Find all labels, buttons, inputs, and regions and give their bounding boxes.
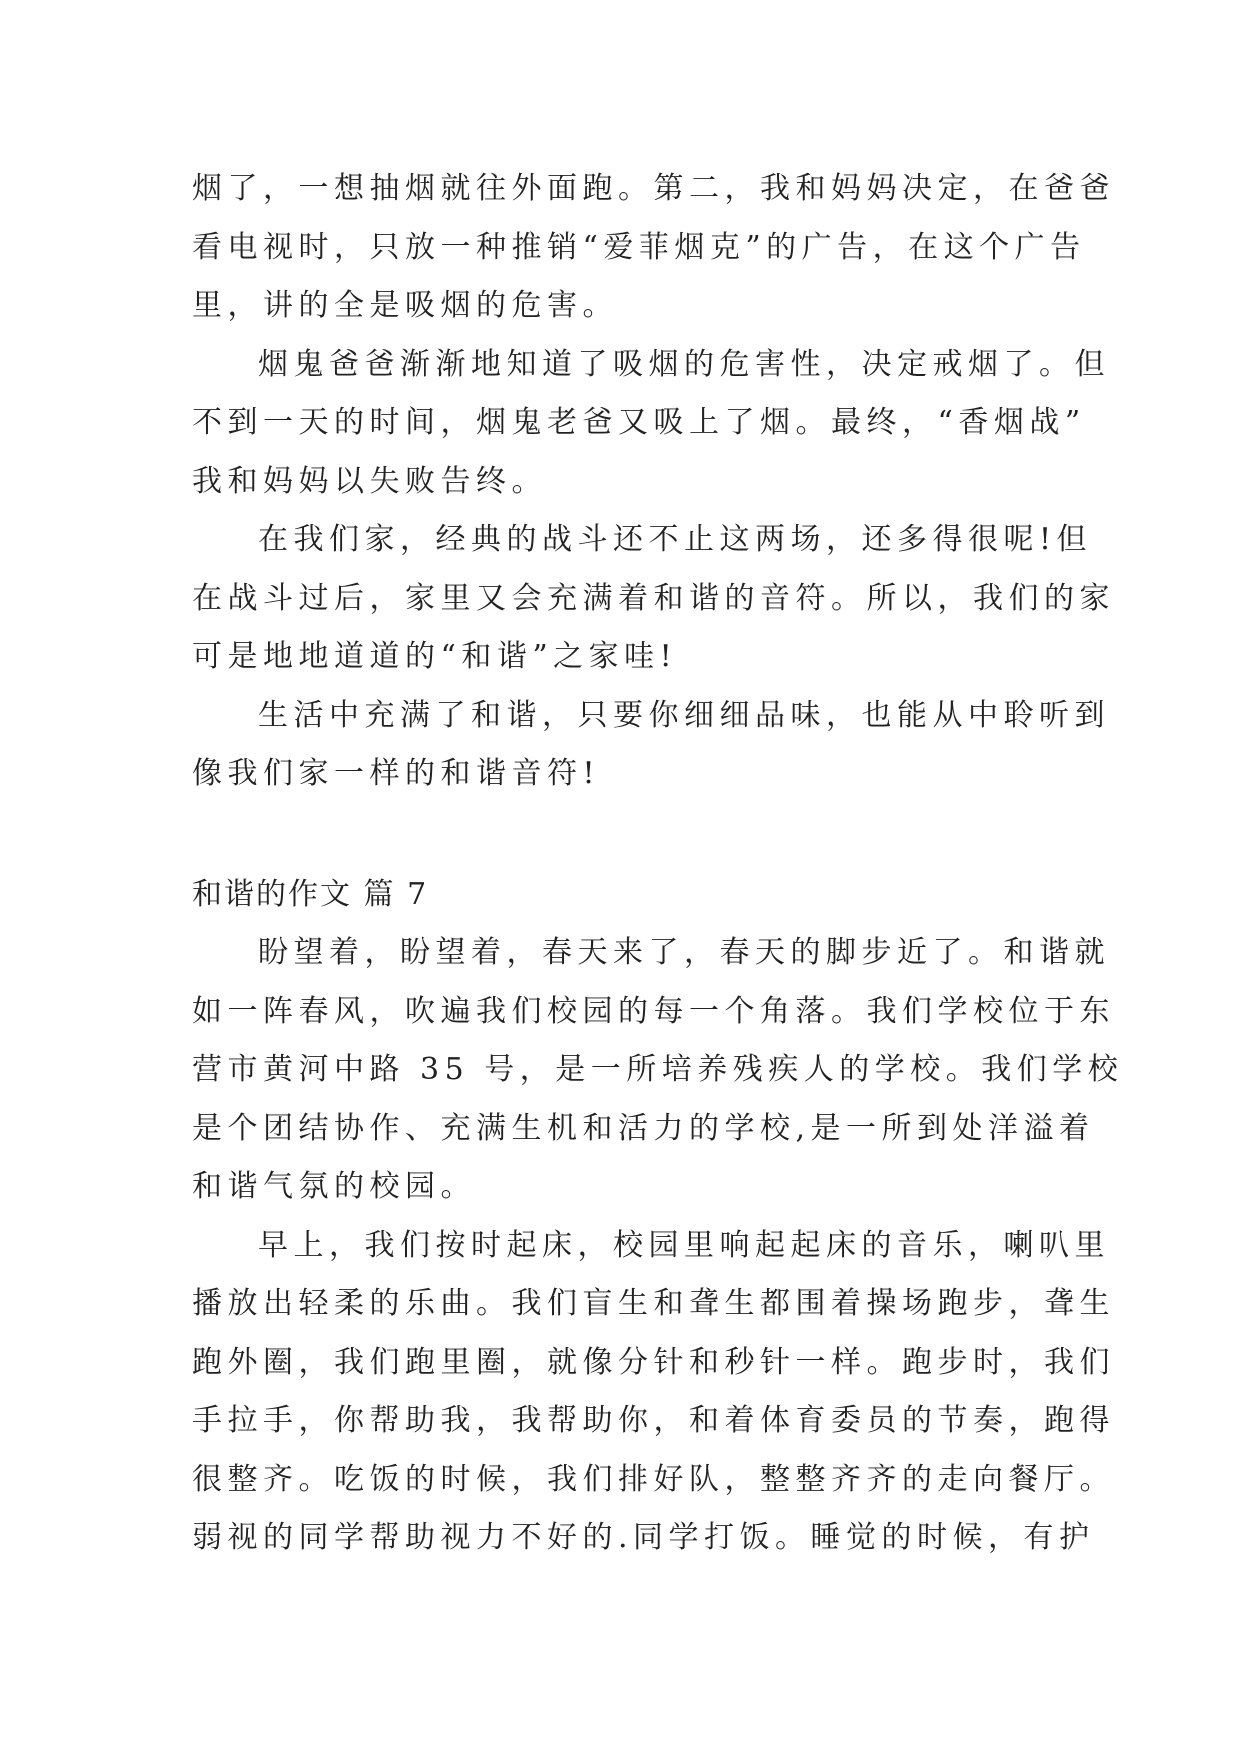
text-line: 可是地地道道的“和谐”之家哇! <box>192 639 678 674</box>
text-line: 里，讲的全是吸烟的危害。 <box>192 288 618 323</box>
text-line: 弱视的同学帮助视力不好的.同学打饭。睡觉的时候，有护 <box>192 1520 1095 1555</box>
paragraph <box>192 511 1115 687</box>
section-heading: 和谐的作文 篇 7 <box>192 876 429 912</box>
text-line: 播放出轻柔的乐曲。我们盲生和聋生都围着操场跑步，聋生 <box>192 1286 1115 1321</box>
text-line: 像我们家一样的和谐音符! <box>192 756 601 791</box>
paragraph <box>192 160 1115 336</box>
text-line: 早上，我们按时起床，校园里响起起床的音乐，喇叭里 <box>258 1227 1110 1263</box>
text-line: 盼望着，盼望着，春天来了，春天的脚步近了。和谐就 <box>258 935 1110 970</box>
text-line: 和谐气氛的校园。 <box>192 1169 476 1204</box>
paragraph <box>192 924 1124 1217</box>
text-line: 手拉手，你帮助我，我帮助你，和着体育委员的节奏，跑得 <box>192 1403 1115 1438</box>
text-line: 我和妈妈以失败告终。 <box>192 463 547 499</box>
text-line: 如一阵春风，吹遍我们校园的每一个角落。我们学校位于东 <box>192 993 1115 1029</box>
text-line: 是个团结协作、充满生机和活力的学校,是一所到处洋溢着 <box>192 1110 1095 1146</box>
text-line: 跑外圈，我们跑里圈，就像分针和秒针一样。跑步时，我们 <box>192 1344 1115 1380</box>
text-line: 很整齐。吃饭的时候，我们排好队，整整齐齐的走向餐厅。 <box>192 1461 1115 1497</box>
text-line: 生活中充满了和谐，只要你细细品味，也能从中聆听到 <box>258 697 1110 733</box>
text-line: 在我们家，经典的战斗还不止这两场，还多得很呢!但 <box>258 522 1093 557</box>
document-body <box>192 160 1124 1568</box>
text-line: 烟了，一想抽烟就往外面跑。第二，我和妈妈决定，在爸爸 <box>192 171 1115 206</box>
text-line: 在战斗过后，家里又会充满着和谐的音符。所以，我们的家 <box>192 580 1115 616</box>
text-line: 营市黄河中路 35 号，是一所培养残疾人的学校。我们学校 <box>192 1052 1124 1087</box>
paragraph <box>192 336 1110 512</box>
text-line: 看电视时，只放一种推销“爱菲烟克”的广告，在这个广告 <box>192 229 1086 265</box>
paragraph <box>192 687 1110 804</box>
text-line: 烟鬼爸爸渐渐地知道了吸烟的危害性，决定戒烟了。但 <box>258 346 1110 382</box>
text-line: 不到一天的时间，烟鬼老爸又吸上了烟。最终，“香烟战” <box>192 405 1086 440</box>
paragraph <box>192 1217 1115 1568</box>
